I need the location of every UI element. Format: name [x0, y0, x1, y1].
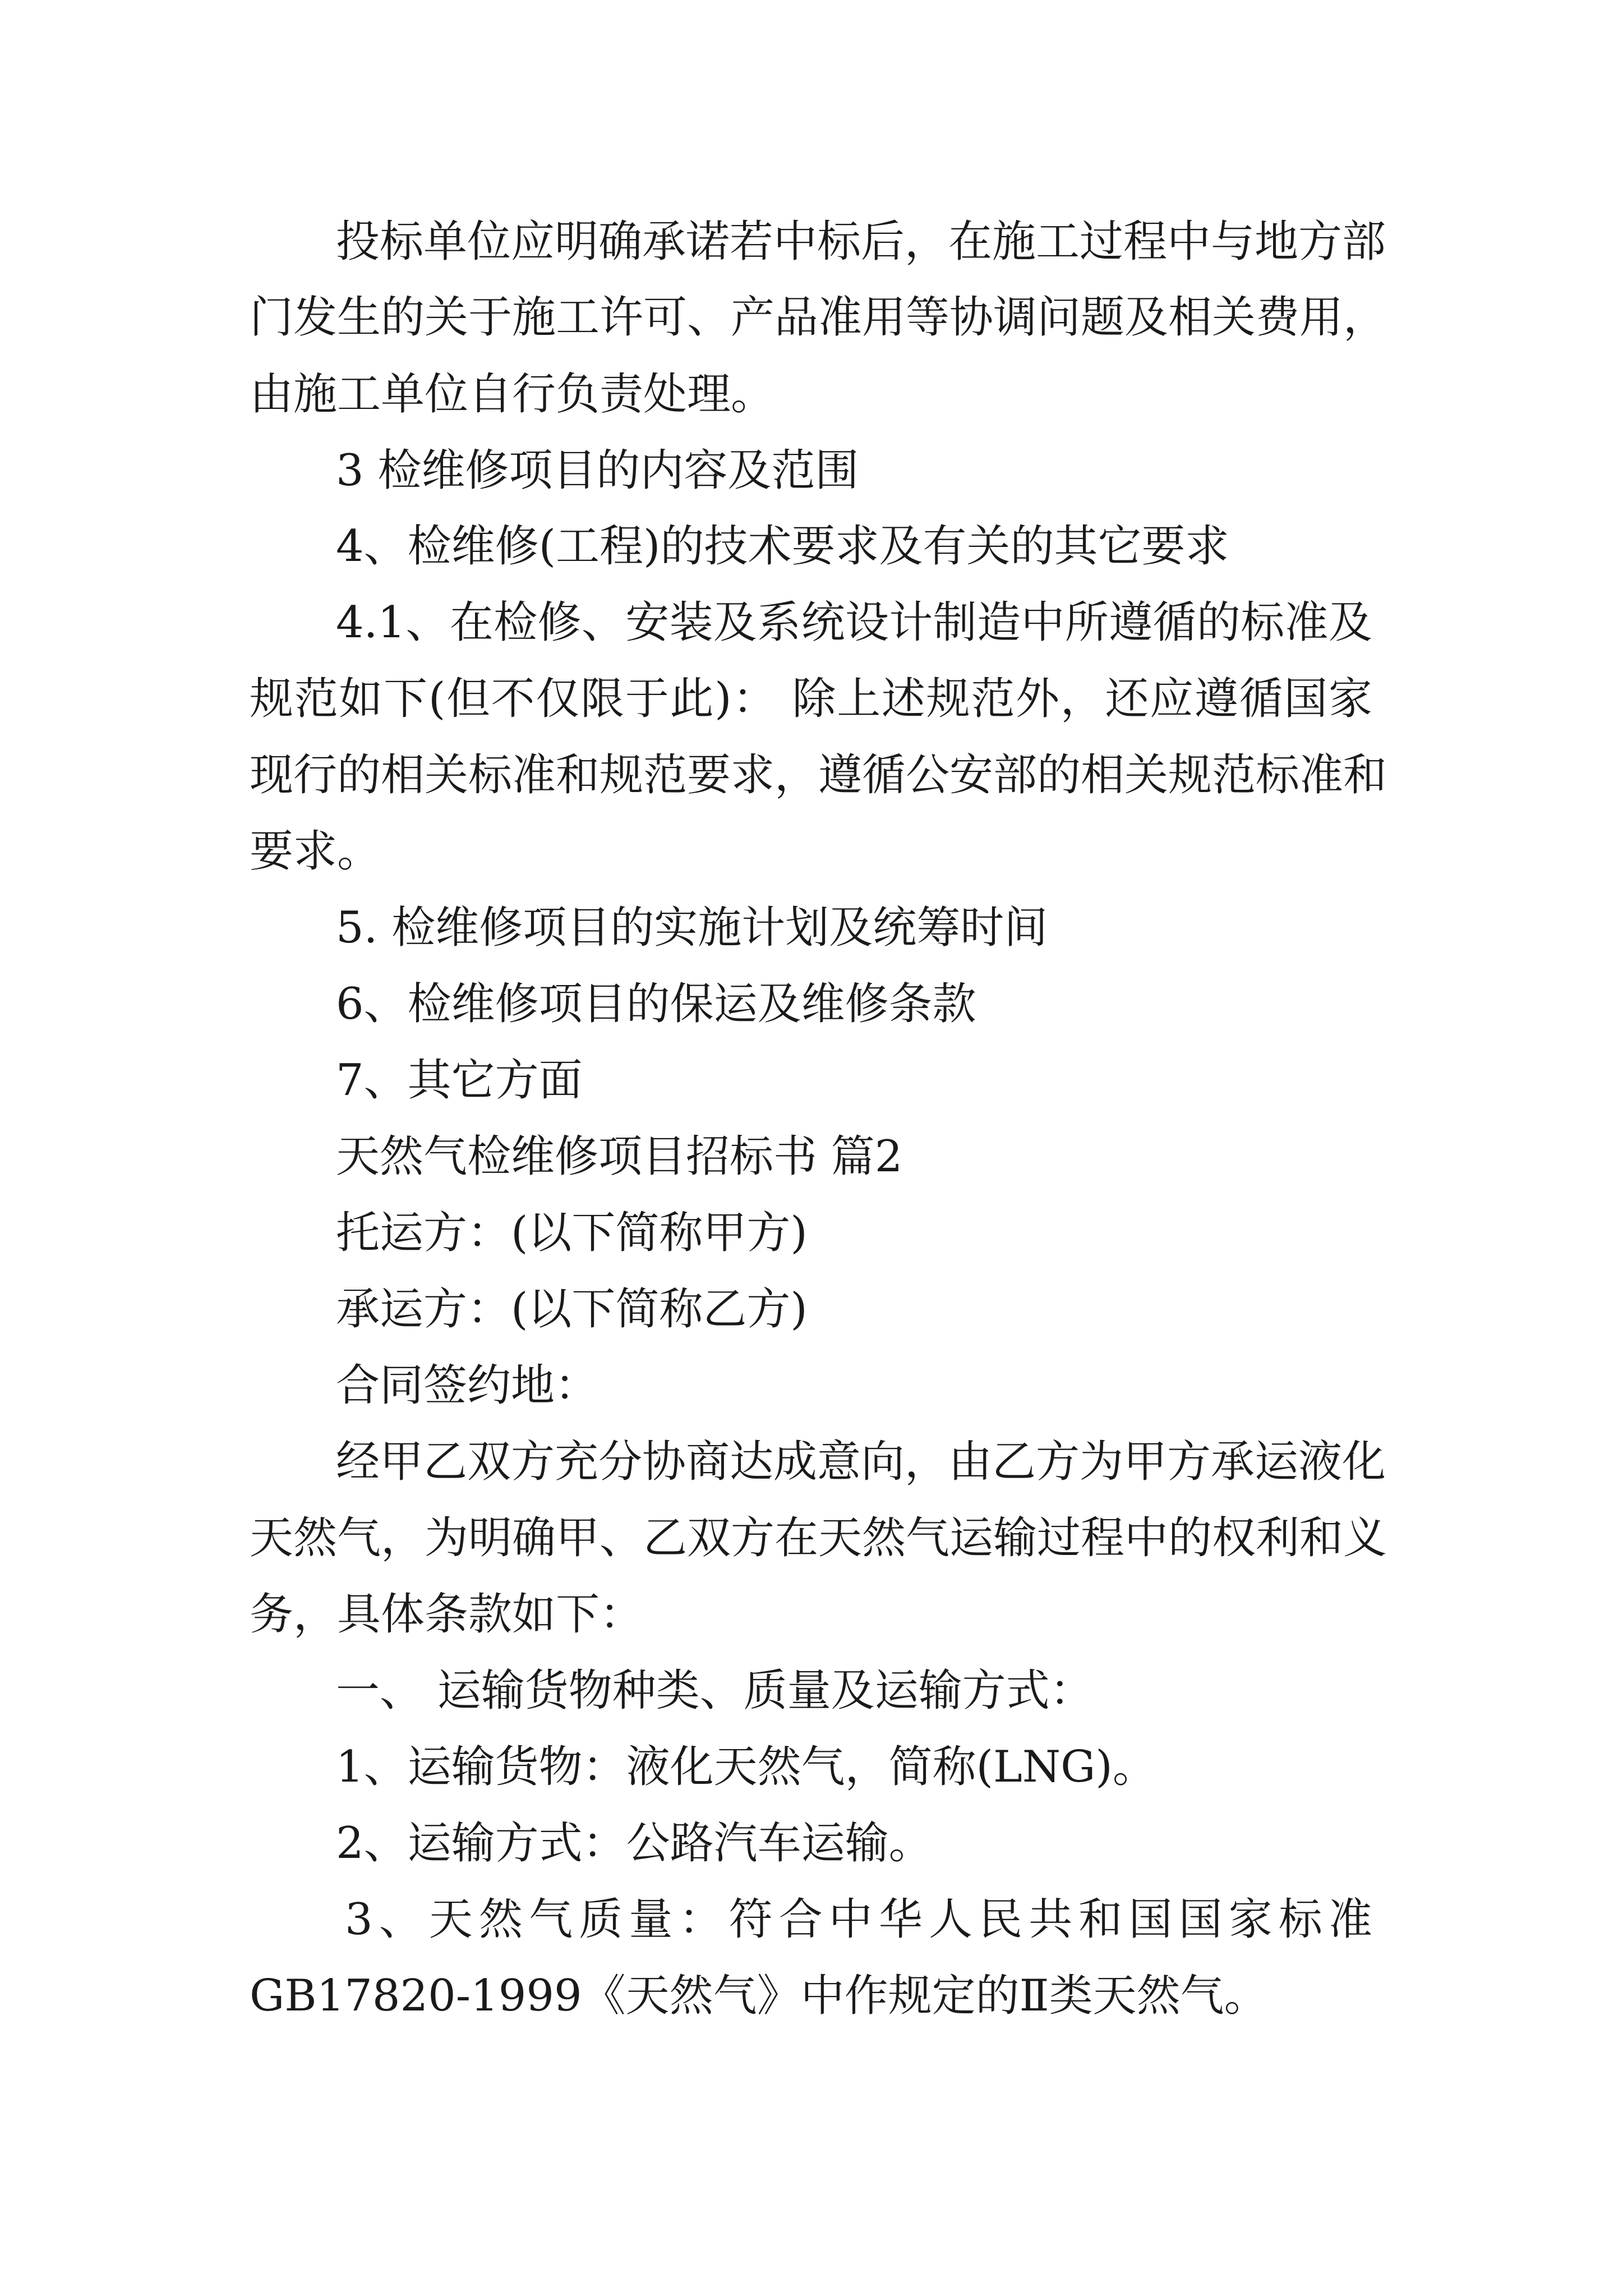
paragraph-line: 规范如下(但不仅限于此)： 除上述规范外，还应遵循国家 — [250, 674, 1372, 724]
paragraph-line: 由施工单位自行负责处理。 — [250, 369, 775, 420]
paragraph-line: 现行的相关标准和规范要求，遵循公安部的相关规范标准和 — [250, 750, 1387, 800]
list-item: 2、运输方式：公路汽车运输。 — [336, 1818, 933, 1869]
paragraph-line: GB17820-1999《天然气》中作规定的Ⅱ类天然气。 — [250, 1971, 1268, 2021]
list-item: 3、天然气质量：符合中华人民共和国国家标准 — [345, 1894, 1372, 1945]
paragraph-line: 门发生的关于施工许可、产品准用等协调问题及相关费用， — [250, 292, 1387, 343]
field-line: 合同签约地： — [336, 1360, 599, 1411]
field-line: 托运方：(以下简称甲方) — [336, 1208, 808, 1258]
section-heading: 3 检维修项目的内容及范围 — [336, 445, 859, 496]
paragraph-line: 要求。 — [250, 826, 381, 877]
paragraph-line: 天然气，为明确甲、乙双方在天然气运输过程中的权利和义 — [250, 1513, 1387, 1563]
section-heading: 5. 检维修项目的实施计划及统筹时间 — [336, 903, 1048, 953]
section-heading: 一、 运输货物种类、质量及运输方式： — [336, 1665, 1094, 1716]
document-title: 天然气检维修项目招标书 篇2 — [336, 1131, 903, 1182]
section-heading: 6、检维修项目的保运及维修条款 — [336, 979, 976, 1029]
section-heading: 4、检维修(工程)的技术要求及有关的其它要求 — [336, 521, 1229, 572]
field-line: 承运方：(以下简称乙方) — [336, 1284, 808, 1335]
paragraph-line: 务，具体条款如下： — [250, 1589, 644, 1640]
paragraph-line: 4.1、在检修、安装及系统设计制造中所遵循的标准及 — [336, 597, 1372, 648]
paragraph-line: 经甲乙双方充分协商达成意向，由乙方为甲方承运液化 — [336, 1437, 1386, 1487]
section-heading: 7、其它方面 — [336, 1055, 583, 1106]
paragraph-line: 投标单位应明确承诺若中标后，在施工过程中与地方部 — [336, 217, 1386, 267]
list-item: 1、运输货物：液化天然气，简称(LNG)。 — [336, 1742, 1156, 1792]
